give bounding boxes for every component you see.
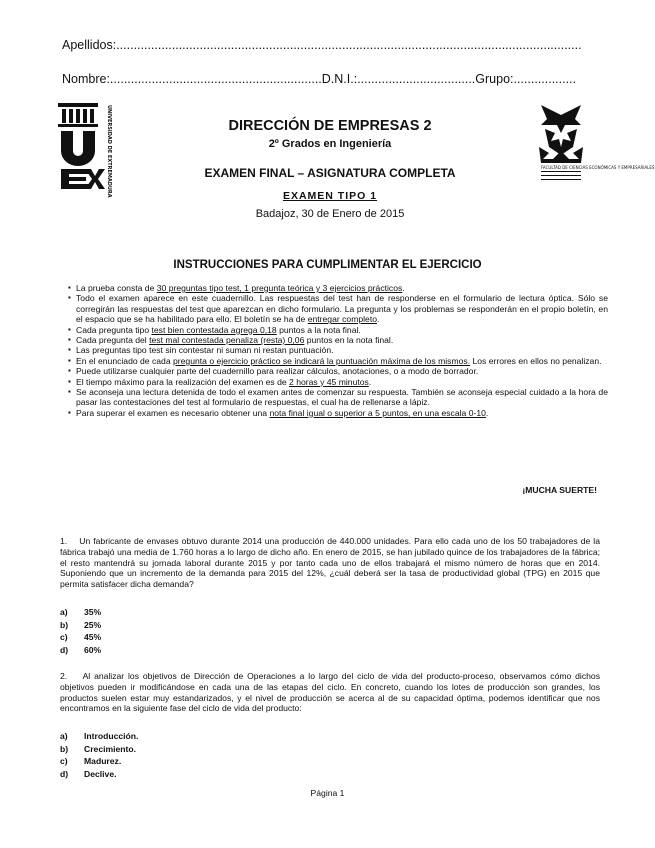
option-b: b) Crecimiento. xyxy=(60,743,137,754)
instruction-item: ▪ En el enunciado de cada pregunta o ejercicio práctico se indicará la puntuación máxima de los mismos. Los errores en ellos no penalizan. xyxy=(68,356,608,366)
instruction-item: ▪ Cada pregunta tipo test bien contestada agrega 0,18 puntos a la nota final. xyxy=(68,325,608,335)
instruction-item: ▪ Puede utilizarse cualquier parte del cuadernillo para realizar cálculos, anotaciones, o a modo de borrador. xyxy=(68,366,608,376)
good-luck-text: ¡MUCHA SUERTE! xyxy=(522,485,597,495)
exam-title: EXAMEN FINAL – ASIGNATURA COMPLETA xyxy=(204,166,456,180)
option-c: c) 45% xyxy=(60,632,102,643)
nombre-dni-grupo-field: Nombre:.............................................................D.N.I.:..................................Grupo:.................. xyxy=(62,72,577,86)
option-d: d) Declive. xyxy=(60,769,117,780)
exam-date: Badajoz, 30 de Enero de 2015 xyxy=(255,208,405,220)
uex-logo xyxy=(58,101,120,198)
question-1-options xyxy=(60,606,101,657)
option-a: a) 35% xyxy=(60,607,102,617)
question-2-options xyxy=(60,730,138,781)
instruction-item: ▪ Para superar el examen es necesario obtener una nota final igual o superior a 5 puntos, en una escala 0-10. xyxy=(68,408,608,418)
instruction-item: ▪ El tiempo máximo para la realización del examen es de 2 horas y 45 minutos. xyxy=(68,377,608,387)
question-1-text: 1. Un fabricante de envases obtuvo durante 2014 una producción de 440.000 unidades. Para ello cada uno de los 50 trabajadores de la fábrica trabajó una media de 1.760 horas a lo largo de dicho año. En enero de 2015, se han jubilado quince de los trabajadores de la fábrica; el resto mantendrá su jornada laboral durante 2015 y por tanto cada uno de ellos trabajará el mismo número de horas que en 2014. Suponiendo que un incremento de la demanda para 2015 del 12%, ¿cuál deberá ser la tasa de productividad global (TPG) en 2015 que permita satisfacer dicha demanda? xyxy=(60,536,600,590)
option-b: b) 25% xyxy=(60,619,102,630)
uex-logo-label: UNIVERSIDAD DE EXTREMADURA xyxy=(106,105,112,198)
option-a: a) Introducción. xyxy=(60,731,139,741)
page-number: Página 1 xyxy=(310,788,345,798)
faculty-logo xyxy=(535,103,655,183)
apellidos-field: Apellidos:...................................................................................................................................... xyxy=(62,38,582,52)
instruction-item: ▪ La prueba consta de 30 preguntas tipo test, 1 pregunta teórica y 3 ejercicios prácticos. xyxy=(68,283,608,293)
course-subtitle: 2º Grados en Ingeniería xyxy=(268,138,392,150)
instruction-item: ▪ Las preguntas tipo test sin contestar ni suman ni restan puntuación. xyxy=(68,345,608,355)
instructions-title: INSTRUCCIONES PARA CUMPLIMENTAR EL EJERCICIO xyxy=(173,259,482,271)
question-2-text: 2. Al analizar los objetivos de Dirección de Operaciones a lo largo del ciclo de vida del producto-proceso, observamos cómo dichos objetivos pueden ir modificándose en cada una de las etapas del ciclo. En concreto, cuando los lotes de producción son grandes, los productos suelen estar muy estandarizados, y el nivel de producción se acerca al de su capacidad óptima, podemos identificar que nos encontramos en la siguiente fase del ciclo de vida del producto: xyxy=(60,671,600,714)
option-c: c) Madurez. xyxy=(60,756,122,767)
course-title: DIRECCIÓN DE EMPRESAS 2 xyxy=(228,118,432,134)
instruction-item: ▪ Se aconseja una lectura detenida de todo el examen antes de comenzar su respuesta. También se aconseja especial cuidado a la hora de pasar las contestaciones del test al formulario de respuestas, el cual ha de rellenarse a lápiz. xyxy=(68,387,608,408)
exam-type: EXAMEN TIPO 1 xyxy=(282,190,378,202)
instruction-item: ▪ Todo el examen aparece en este cuadernillo. Las respuestas del test han de responderse en el formulario de lectura óptica. Sólo se corregirán las respuestas del test que aparezcan en dicho formulario. La pregunta y los problemas se responderán en el propio boletín, en el espacio que se ha habilitado para ello. El boletín se ha de entregar completo. xyxy=(68,293,608,324)
instructions-list xyxy=(68,283,608,418)
instruction-item: ▪ Cada pregunta del test mal contestada penaliza (resta) 0,06 puntos en la nota final. xyxy=(68,335,608,345)
faculty-logo-label: FACULTAD DE CIENCIAS ECONÓMICAS Y EMPRESARIALES xyxy=(541,165,655,170)
option-d: d) 60% xyxy=(60,645,102,656)
